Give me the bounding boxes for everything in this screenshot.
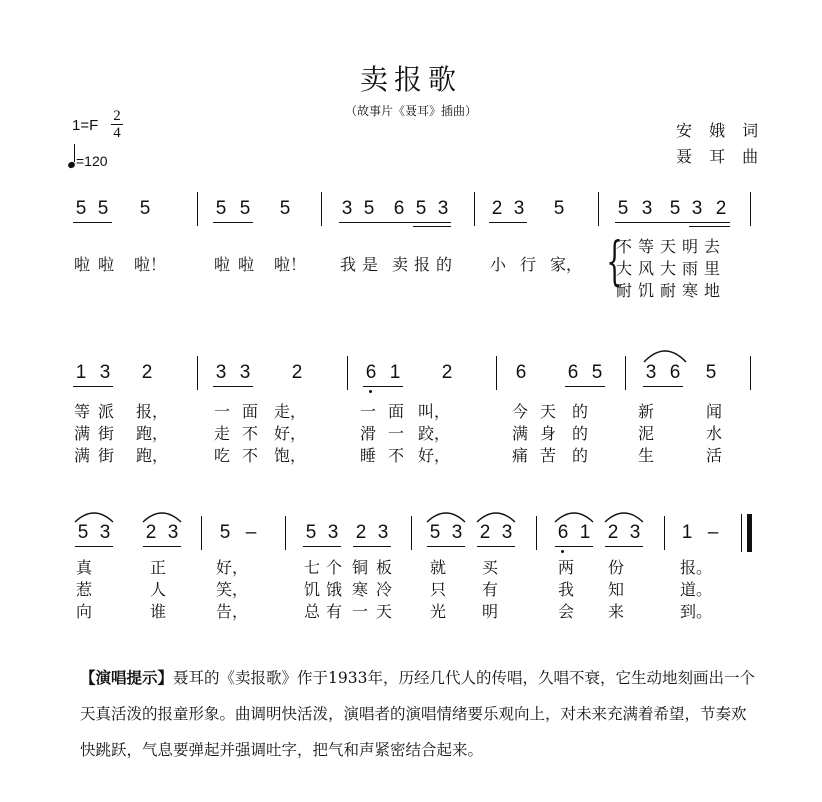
- note: 5: [219, 522, 231, 543]
- lyric: 生: [637, 446, 654, 465]
- note: 5: [415, 198, 427, 219]
- verse-3-lyric: 耐饥耐寒地: [616, 281, 727, 300]
- lyric: 告，: [216, 602, 249, 621]
- song-subtitle: （故事片《聂耳》插曲）: [344, 104, 477, 118]
- note: 6: [393, 198, 405, 219]
- barline: [598, 192, 599, 226]
- note: 5: [77, 522, 89, 543]
- lyric: 啦: [73, 255, 90, 274]
- note: 1: [389, 362, 401, 383]
- lyric: 报。: [680, 558, 713, 577]
- barline: [197, 356, 198, 390]
- tempo-value: =120: [76, 153, 108, 169]
- lyric: 泥: [637, 424, 654, 443]
- lyricist-credit: 安 娥 词: [676, 121, 765, 140]
- note: 5: [705, 362, 717, 383]
- lyric: 的: [571, 446, 588, 465]
- lyric: 冷: [375, 580, 392, 599]
- note: 3: [691, 198, 703, 219]
- lyric: 不: [241, 424, 258, 443]
- lyric: 人: [149, 580, 166, 599]
- lyric: 啦: [237, 255, 254, 274]
- note: 3: [641, 198, 653, 219]
- lyric: 面: [241, 402, 258, 421]
- lyric: 家，: [550, 255, 583, 274]
- lyric: 我: [339, 255, 356, 274]
- note: 1: [681, 522, 693, 543]
- lyric: 有: [481, 580, 498, 599]
- lyric: 真: [75, 558, 92, 577]
- lyric: 光: [429, 602, 446, 621]
- note: 5: [305, 522, 317, 543]
- final-barline-thin: [741, 514, 742, 552]
- tempo-marking: [68, 148, 108, 169]
- lyric: 满: [73, 424, 90, 443]
- verse-2-lyric: 大风大雨里: [616, 259, 727, 278]
- performance-note-label: 【演唱提示】: [80, 668, 174, 687]
- note: 3: [215, 362, 227, 383]
- note: 2: [491, 198, 503, 219]
- lyric: 两: [557, 558, 574, 577]
- lyric: 谁: [149, 602, 166, 621]
- lyric: 活: [705, 446, 722, 465]
- note: 6: [557, 522, 569, 543]
- slur-mark: [640, 344, 690, 364]
- note: 2: [355, 522, 367, 543]
- note: 1: [579, 522, 591, 543]
- note: 3: [501, 522, 513, 543]
- lyric: 啦！: [134, 255, 167, 274]
- note: 2: [479, 522, 491, 543]
- lyric: 吃: [213, 446, 230, 465]
- lyric: 会: [557, 602, 574, 621]
- lyric: 的: [571, 424, 588, 443]
- barline: [201, 516, 202, 550]
- lyric: 跤，: [418, 424, 451, 443]
- note: 3: [327, 522, 339, 543]
- note: 5: [591, 362, 603, 383]
- note: 3: [377, 522, 389, 543]
- lyric: 闻: [705, 402, 722, 421]
- lyric: 我: [557, 580, 574, 599]
- barline: [664, 516, 665, 550]
- lyric: 报: [413, 255, 430, 274]
- note: 5: [617, 198, 629, 219]
- note: 3: [239, 362, 251, 383]
- note: 5: [429, 522, 441, 543]
- lyric: 明: [481, 602, 498, 621]
- lyric: 的: [571, 402, 588, 421]
- lyric: 知: [607, 580, 624, 599]
- note: 3: [513, 198, 525, 219]
- lyric: 街: [97, 424, 114, 443]
- verse-1-lyric: 不等天明去: [616, 237, 727, 256]
- lyric: 个: [325, 558, 342, 577]
- note: 1: [75, 362, 87, 383]
- note: –: [707, 522, 719, 543]
- verse-brace: {: [606, 232, 623, 292]
- barline: [347, 356, 348, 390]
- barline: [197, 192, 198, 226]
- lyric: 水: [705, 424, 722, 443]
- time-signature-bottom: 4: [113, 125, 121, 141]
- lyric: 等: [73, 402, 90, 421]
- quarter-note-icon: [67, 161, 76, 169]
- composer-credit: 聂 耳 曲: [676, 147, 765, 166]
- lyric: 有: [325, 602, 342, 621]
- lyric: 今: [511, 402, 528, 421]
- lyric: 饿: [325, 580, 342, 599]
- lyric: 新: [637, 402, 654, 421]
- lyric: 派: [97, 402, 114, 421]
- lyric: 天: [539, 402, 556, 421]
- lyric: 是: [361, 255, 378, 274]
- time-signature: [110, 108, 124, 141]
- lyric: 天: [375, 602, 392, 621]
- lyric: 街: [97, 446, 114, 465]
- lyric: 睡: [359, 446, 376, 465]
- lyric: 好，: [216, 558, 249, 577]
- lyric: 小: [489, 255, 506, 274]
- lyric: 不: [241, 446, 258, 465]
- lyric: 来: [607, 602, 624, 621]
- note: 2: [441, 362, 453, 383]
- performance-note: [80, 660, 760, 768]
- barline: [411, 516, 412, 550]
- note: 3: [341, 198, 353, 219]
- note: 3: [437, 198, 449, 219]
- barline: [496, 356, 497, 390]
- barline: [625, 356, 626, 390]
- note: 3: [99, 522, 111, 543]
- note: 2: [291, 362, 303, 383]
- note: 3: [451, 522, 463, 543]
- note: 6: [365, 362, 377, 383]
- note: 5: [279, 198, 291, 219]
- barline: [474, 192, 475, 226]
- note: –: [245, 522, 257, 543]
- lyric: 饱，: [274, 446, 307, 465]
- lyric: 跑，: [136, 424, 169, 443]
- lyric: 的: [435, 255, 452, 274]
- lyric: 好，: [274, 424, 307, 443]
- performance-note-text: 聂耳的《卖报歌》作于1933年，历经几代人的传唱，久唱不衰，它生动地刻画出一个天真活泼的报童形象。曲调明快活泼，演唱者的演唱情绪要乐观向上，对未来充满着希望，节奏欢快跳跃，气息要弹起并强调吐字，把气和声紧密结合起来。: [80, 669, 755, 759]
- lyric: 只: [429, 580, 446, 599]
- note: 3: [99, 362, 111, 383]
- lyric: 好，: [418, 446, 451, 465]
- note: 5: [363, 198, 375, 219]
- lyric: 正: [149, 558, 166, 577]
- lyric: 道。: [680, 580, 713, 599]
- note: 5: [97, 198, 109, 219]
- lyric: 啦: [213, 255, 230, 274]
- lyric: 痛: [511, 446, 528, 465]
- lyric: 走，: [274, 402, 307, 421]
- note: 3: [167, 522, 179, 543]
- note: 3: [645, 362, 657, 383]
- barline: [285, 516, 286, 550]
- lyric: 一: [213, 402, 230, 421]
- lyric: 就: [429, 558, 446, 577]
- lyric: 铜: [351, 558, 368, 577]
- note: 3: [629, 522, 641, 543]
- lyric: 一: [387, 424, 404, 443]
- key-signature: 1=F: [72, 117, 99, 134]
- note: 6: [669, 362, 681, 383]
- song-title: 卖报歌: [359, 63, 462, 96]
- lyric: 到。: [680, 602, 713, 621]
- note: 2: [715, 198, 727, 219]
- barline: [321, 192, 322, 226]
- note: 2: [141, 362, 153, 383]
- note: 5: [139, 198, 151, 219]
- lyric: 卖: [391, 255, 408, 274]
- note: 2: [607, 522, 619, 543]
- note: 5: [669, 198, 681, 219]
- lyric: 身: [539, 424, 556, 443]
- note: 6: [515, 362, 527, 383]
- lyric: 报，: [136, 402, 169, 421]
- note: 6: [567, 362, 579, 383]
- lyric: 七: [303, 558, 320, 577]
- note: 5: [239, 198, 251, 219]
- lyric: 买: [481, 558, 498, 577]
- lyric: 笑，: [216, 580, 249, 599]
- lyric: 份: [607, 558, 624, 577]
- lyric: 苦: [539, 446, 556, 465]
- lyric: 一: [359, 402, 376, 421]
- lyric: 寒: [351, 580, 368, 599]
- final-barline-thick: [747, 514, 752, 552]
- barline: [750, 356, 751, 390]
- note: 5: [75, 198, 87, 219]
- lyric: 叫，: [418, 402, 451, 421]
- lyric: 行: [519, 255, 536, 274]
- lyric: 饥: [303, 580, 320, 599]
- lyric: 啦: [97, 255, 114, 274]
- lyric: 不: [387, 446, 404, 465]
- lyric: 啦！: [274, 255, 307, 274]
- lyric: 满: [511, 424, 528, 443]
- lyric: 板: [375, 558, 392, 577]
- lyric: 一: [351, 602, 368, 621]
- note: 5: [553, 198, 565, 219]
- lyric: 走: [213, 424, 230, 443]
- note: 2: [145, 522, 157, 543]
- lyric: 总: [303, 602, 320, 621]
- barline: [750, 192, 751, 226]
- lyric: 跑，: [136, 446, 169, 465]
- lyric: 滑: [359, 424, 376, 443]
- lyric: 满: [73, 446, 90, 465]
- barline: [536, 516, 537, 550]
- time-signature-top: 2: [113, 108, 121, 124]
- note: 5: [215, 198, 227, 219]
- lyric: 惹: [75, 580, 92, 599]
- lyric: 向: [75, 602, 92, 621]
- lyric: 面: [387, 402, 404, 421]
